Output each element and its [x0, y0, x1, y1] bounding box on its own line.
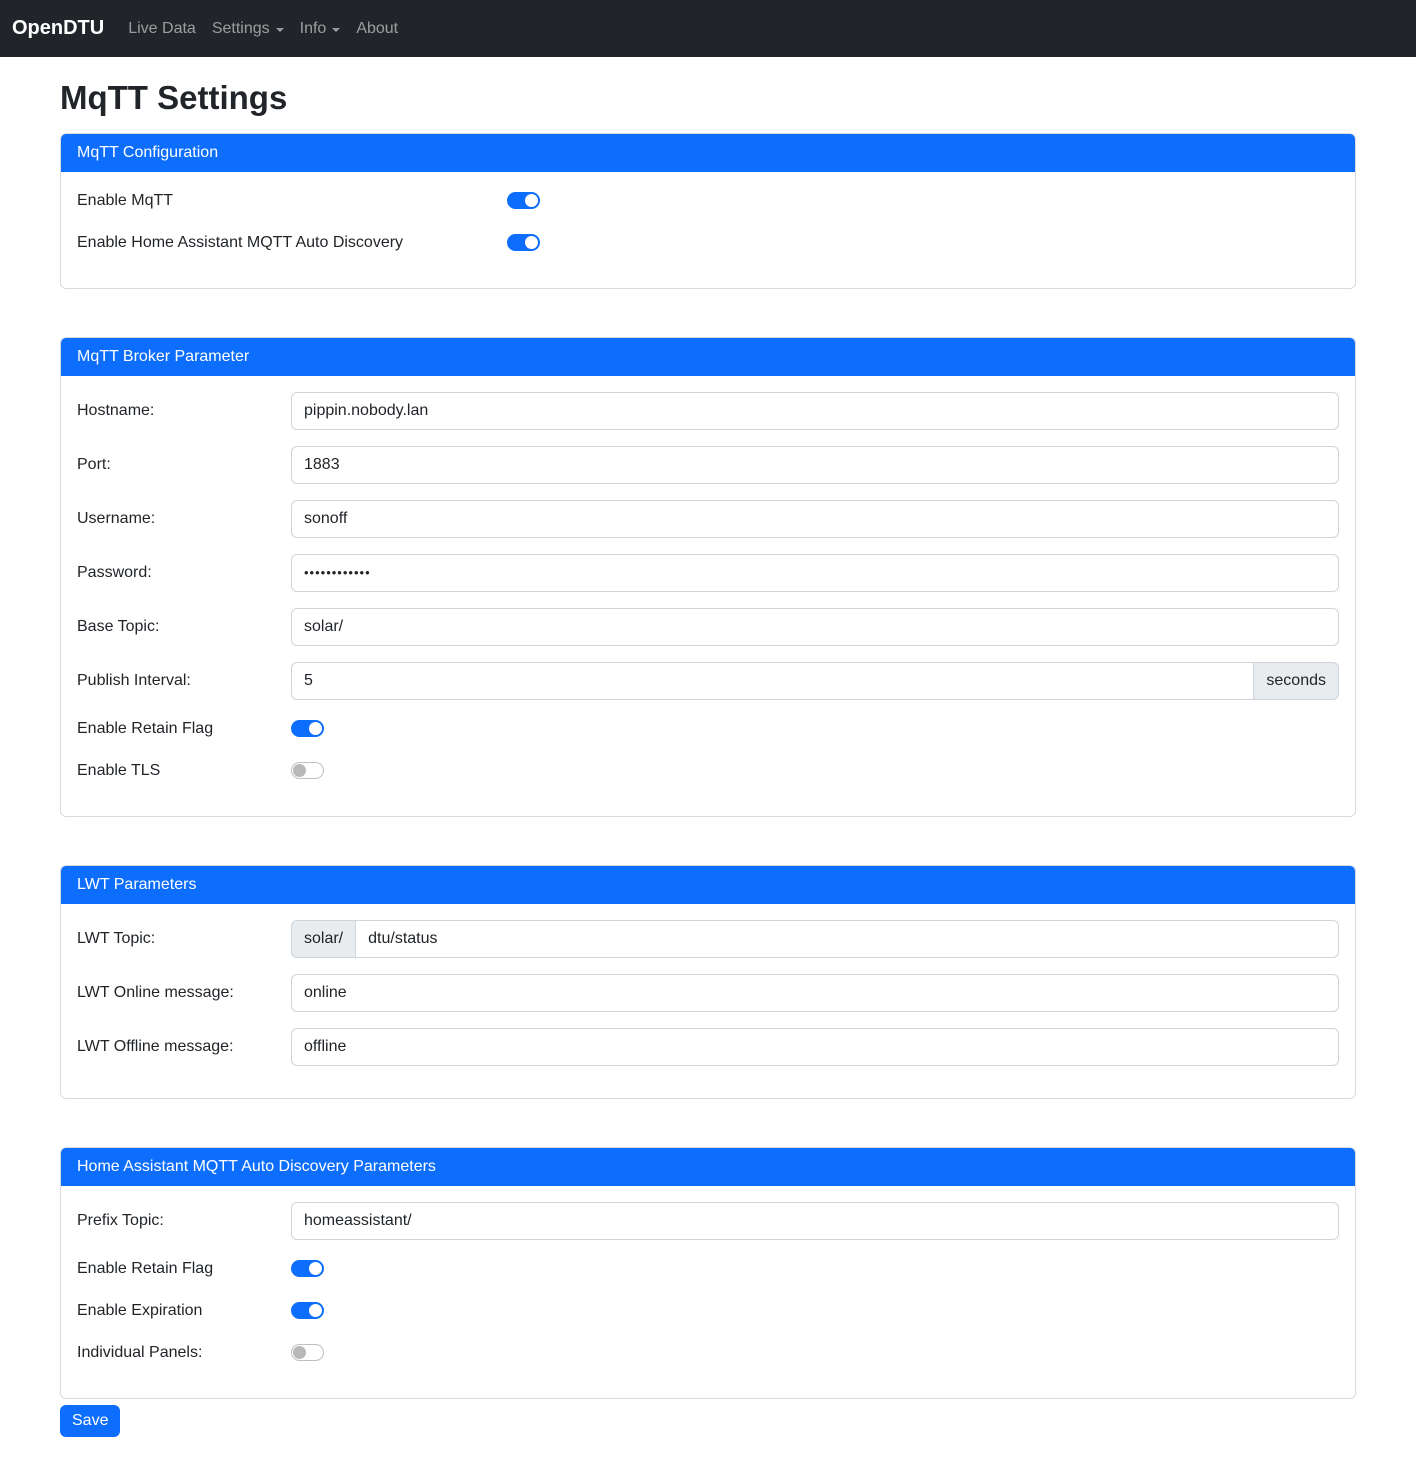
form-row-hass-retain — [77, 1256, 1339, 1282]
form-row-enable-hass-discovery — [77, 230, 1339, 256]
form-row-prefix-topic — [77, 1202, 1339, 1240]
lwt-offline-input[interactable] — [291, 1028, 1339, 1066]
form-row-broker-retain — [77, 716, 1339, 742]
prefix-topic-label: Prefix Topic: — [77, 1211, 164, 1229]
chevron-down-icon — [332, 28, 340, 32]
lwt-offline-label: LWT Offline message: — [77, 1037, 234, 1055]
base-topic-input[interactable] — [291, 608, 1339, 646]
switch-knob — [309, 1304, 322, 1317]
form-row-lwt-online — [77, 974, 1339, 1012]
card-header-lwt-parameters: LWT Parameters — [61, 866, 1355, 904]
form-row-lwt-topic — [77, 920, 1339, 958]
switch-knob — [293, 764, 306, 777]
form-row-password — [77, 554, 1339, 592]
main-content — [48, 78, 1368, 1455]
enable-hass-discovery-label: Enable Home Assistant MQTT Auto Discovery — [77, 233, 404, 251]
broker-retain-toggle[interactable] — [291, 720, 324, 737]
username-label: Username: — [77, 509, 156, 527]
navbar — [0, 0, 1416, 57]
form-row-individual-panels — [77, 1340, 1339, 1366]
card-body — [61, 172, 1355, 288]
switch-knob — [293, 1346, 306, 1359]
form-row-enable-expiration — [77, 1298, 1339, 1324]
nav-item-label: Info — [299, 19, 327, 37]
switch-knob — [309, 1262, 322, 1275]
card-lwt-parameters — [60, 865, 1356, 1099]
nav-item-label: Settings — [211, 19, 270, 37]
port-label: Port: — [77, 455, 111, 473]
lwt-online-label: LWT Online message: — [77, 983, 234, 1001]
publish-interval-group — [291, 662, 1339, 700]
hass-retain-toggle[interactable] — [291, 1260, 324, 1277]
prefix-topic-input[interactable] — [291, 1202, 1339, 1240]
publish-interval-input[interactable] — [291, 662, 1254, 700]
hostname-input[interactable] — [291, 392, 1339, 430]
brand-opendtu[interactable]: OpenDTU — [12, 17, 105, 39]
lwt-topic-label: LWT Topic: — [77, 929, 156, 947]
nav-item-settings[interactable] — [204, 12, 292, 46]
nav-item-label: Live Data — [128, 19, 196, 37]
enable-tls-toggle[interactable] — [291, 762, 324, 779]
enable-tls-label: Enable TLS — [77, 761, 161, 779]
page-title: MqTT Settings — [60, 79, 288, 116]
form-row-base-topic — [77, 608, 1339, 646]
enable-expiration-label: Enable Expiration — [77, 1301, 203, 1319]
card-mqtt-broker-parameter — [60, 337, 1356, 817]
card-header-mqtt-broker-parameter: MqTT Broker Parameter — [61, 338, 1355, 376]
individual-panels-label: Individual Panels: — [77, 1343, 203, 1361]
username-input[interactable] — [291, 500, 1339, 538]
form-row-lwt-offline — [77, 1028, 1339, 1066]
card-body — [61, 376, 1355, 816]
broker-retain-label: Enable Retain Flag — [77, 719, 214, 737]
card-mqtt-configuration — [60, 133, 1356, 289]
form-row-enable-mqtt — [77, 188, 1339, 214]
enable-hass-discovery-toggle[interactable] — [507, 234, 540, 251]
seconds-addon: seconds — [1254, 662, 1339, 700]
enable-mqtt-label: Enable MqTT — [77, 191, 174, 209]
publish-interval-label: Publish Interval: — [77, 671, 191, 689]
password-label: Password: — [77, 563, 152, 581]
lwt-topic-input[interactable] — [356, 920, 1339, 958]
enable-mqtt-toggle[interactable] — [507, 192, 540, 209]
chevron-down-icon — [276, 28, 284, 32]
lwt-online-input[interactable] — [291, 974, 1339, 1012]
switch-knob — [525, 236, 538, 249]
enable-expiration-toggle[interactable] — [291, 1302, 324, 1319]
base-topic-label: Base Topic: — [77, 617, 160, 635]
individual-panels-toggle[interactable] — [291, 1344, 324, 1361]
switch-knob — [525, 194, 538, 207]
card-header-hass-discovery-parameters: Home Assistant MQTT Auto Discovery Parameters — [61, 1148, 1355, 1186]
card-body — [61, 1186, 1355, 1398]
card-header-mqtt-configuration: MqTT Configuration — [61, 134, 1355, 172]
password-input[interactable] — [291, 554, 1339, 592]
lwt-topic-group — [291, 920, 1339, 958]
port-input[interactable] — [291, 446, 1339, 484]
lwt-topic-prefix: solar/ — [291, 920, 356, 958]
nav-item-live-data[interactable] — [120, 12, 204, 46]
save-button[interactable]: Save — [60, 1405, 120, 1437]
card-body — [61, 904, 1355, 1098]
nav-menu — [120, 12, 406, 46]
form-row-port — [77, 446, 1339, 484]
switch-knob — [309, 722, 322, 735]
nav-item-about[interactable] — [348, 12, 406, 46]
hostname-label: Hostname: — [77, 401, 155, 419]
card-hass-discovery-parameters — [60, 1147, 1356, 1399]
hass-retain-label: Enable Retain Flag — [77, 1259, 214, 1277]
nav-item-label: About — [356, 19, 399, 37]
nav-item-info[interactable] — [292, 12, 349, 46]
form-row-username — [77, 500, 1339, 538]
form-row-hostname — [77, 392, 1339, 430]
form-row-enable-tls — [77, 758, 1339, 784]
form-row-publish-interval — [77, 662, 1339, 700]
